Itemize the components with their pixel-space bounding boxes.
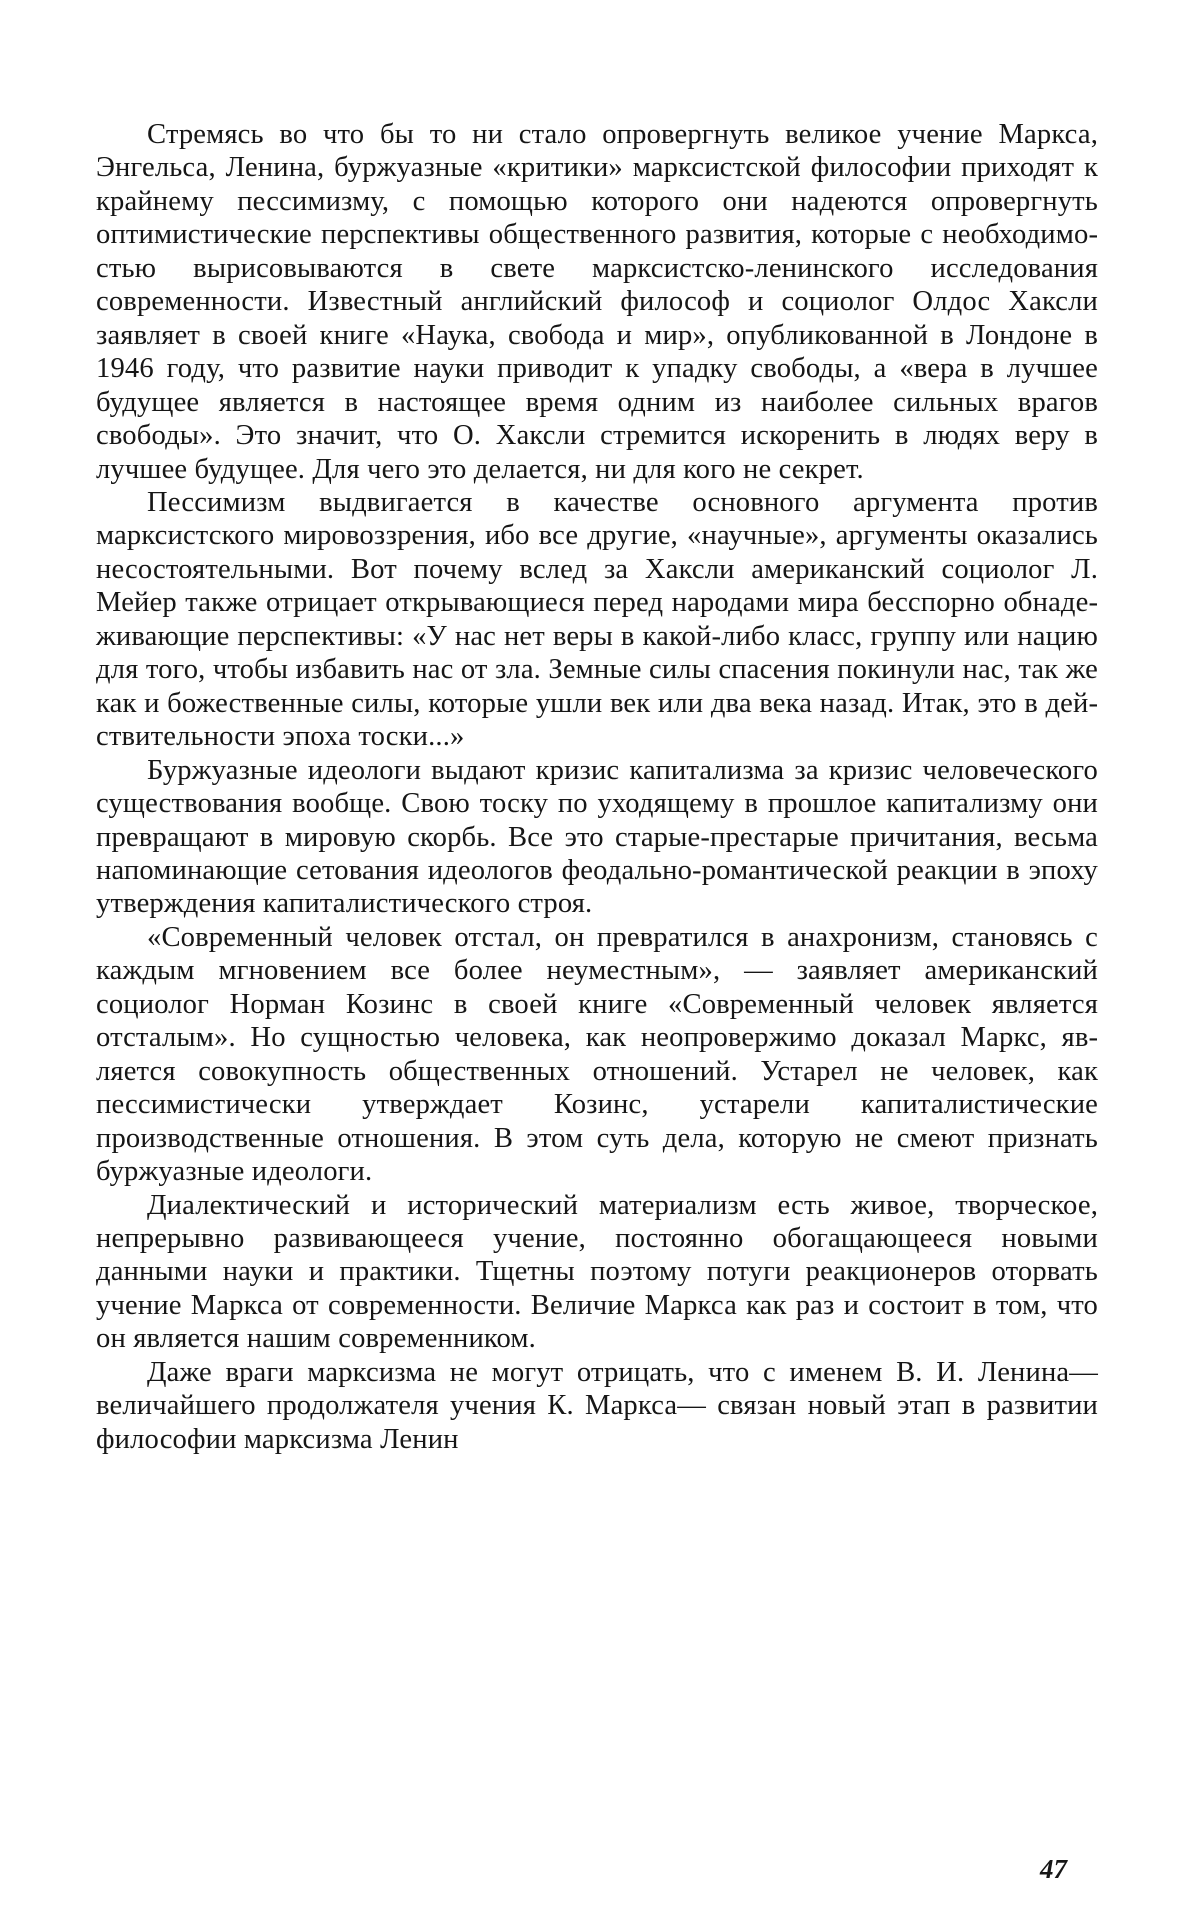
paragraph-5: Диалектический и исторический материализм есть живое, творческое, непрерывно развивающееся учение, постоянно обогащающееся новыми данными науки и практики. Тщетны поэтому потуги реакционеров оторвать учение Маркса от современности. Величие Маркса как раз и состоит в том, что он является нашим современником. [96, 1189, 1098, 1355]
paragraph-4: «Современный человек отстал, он превратился в анахронизм, становясь с каждым мгновением все более неуместным», — заявляет американский социолог Норман Козинс в своей книге «Современный человек является отсталым». Но сущностью человека, как неопровержимо доказал Маркс, является совокупность общественных отношений. Устарел не человек, как пессимистически утверждает Козинс, устарели капиталистические производственные отношения. В этом суть дела, которую не смеют признать буржуазные идеологи. [96, 921, 1098, 1188]
page-number: 47 [1040, 1854, 1067, 1884]
paragraph-6: Даже враги марксизма не могут отрицать, что с именем В. И. Ленина—величайшего продолжателя учения К. Маркса— связан новый этап в развитии философии марксизма Ленин [96, 1356, 1098, 1455]
paragraph-1: Стремясь во что бы то ни стало опровергнуть великое учение Маркса, Энгельса, Ленина, буржуазные «критики» марксистской философии приходят к крайнему пессимизму, с помощью которого они надеются опровергнуть оптимистические перспективы общественного развития, которые с необходимостью вырисовываются в свете марксистско-ленинского исследования современности. Известный английский философ и социолог Олдос Хаксли заявляет в своей книге «Наука, свобода и мир», опубликованной в Лондоне в 1946 году, что развитие науки приводит к упадку свободы, а «вера в лучшее будущее является в настоящее время одним из наиболее сильных врагов свободы». Это значит, что О. Хаксли стремится искоренить в людях веру в лучшее будущее. Для чего это делается, ни для кого не секрет. [96, 119, 1098, 485]
paragraph-2: Пессимизм выдвигается в качестве основного аргумента против марксистского мировоззрения, ибо все другие, «научные», аргументы оказались несостоятельными. Вот почему вслед за Хаксли американский социолог Л. Мейер также отрицает открывающиеся перед народами мира бесспорно обнадеживающие перспективы: «У нас нет веры в какой-либо класс, группу или нацию для того, чтобы избавить нас от зла. Земные силы спасения покинули нас, так же как и божественные силы, которые ушли век или два века назад. Итак, это в действительности эпоха тоски...» [96, 486, 1098, 753]
paragraph-3: Буржуазные идеологи выдают кризис капитализма за кризис человеческого существования вообще. Свою тоску по уходящему в прошлое капитализму они превращают в мировую скорбь. Все это старые-престарые причитания, весьма напоминающие сетования идеологов феодально-романтической реакции в эпоху утверждения капиталистического строя. [96, 754, 1098, 920]
page-body-text [96, 118, 1098, 1456]
